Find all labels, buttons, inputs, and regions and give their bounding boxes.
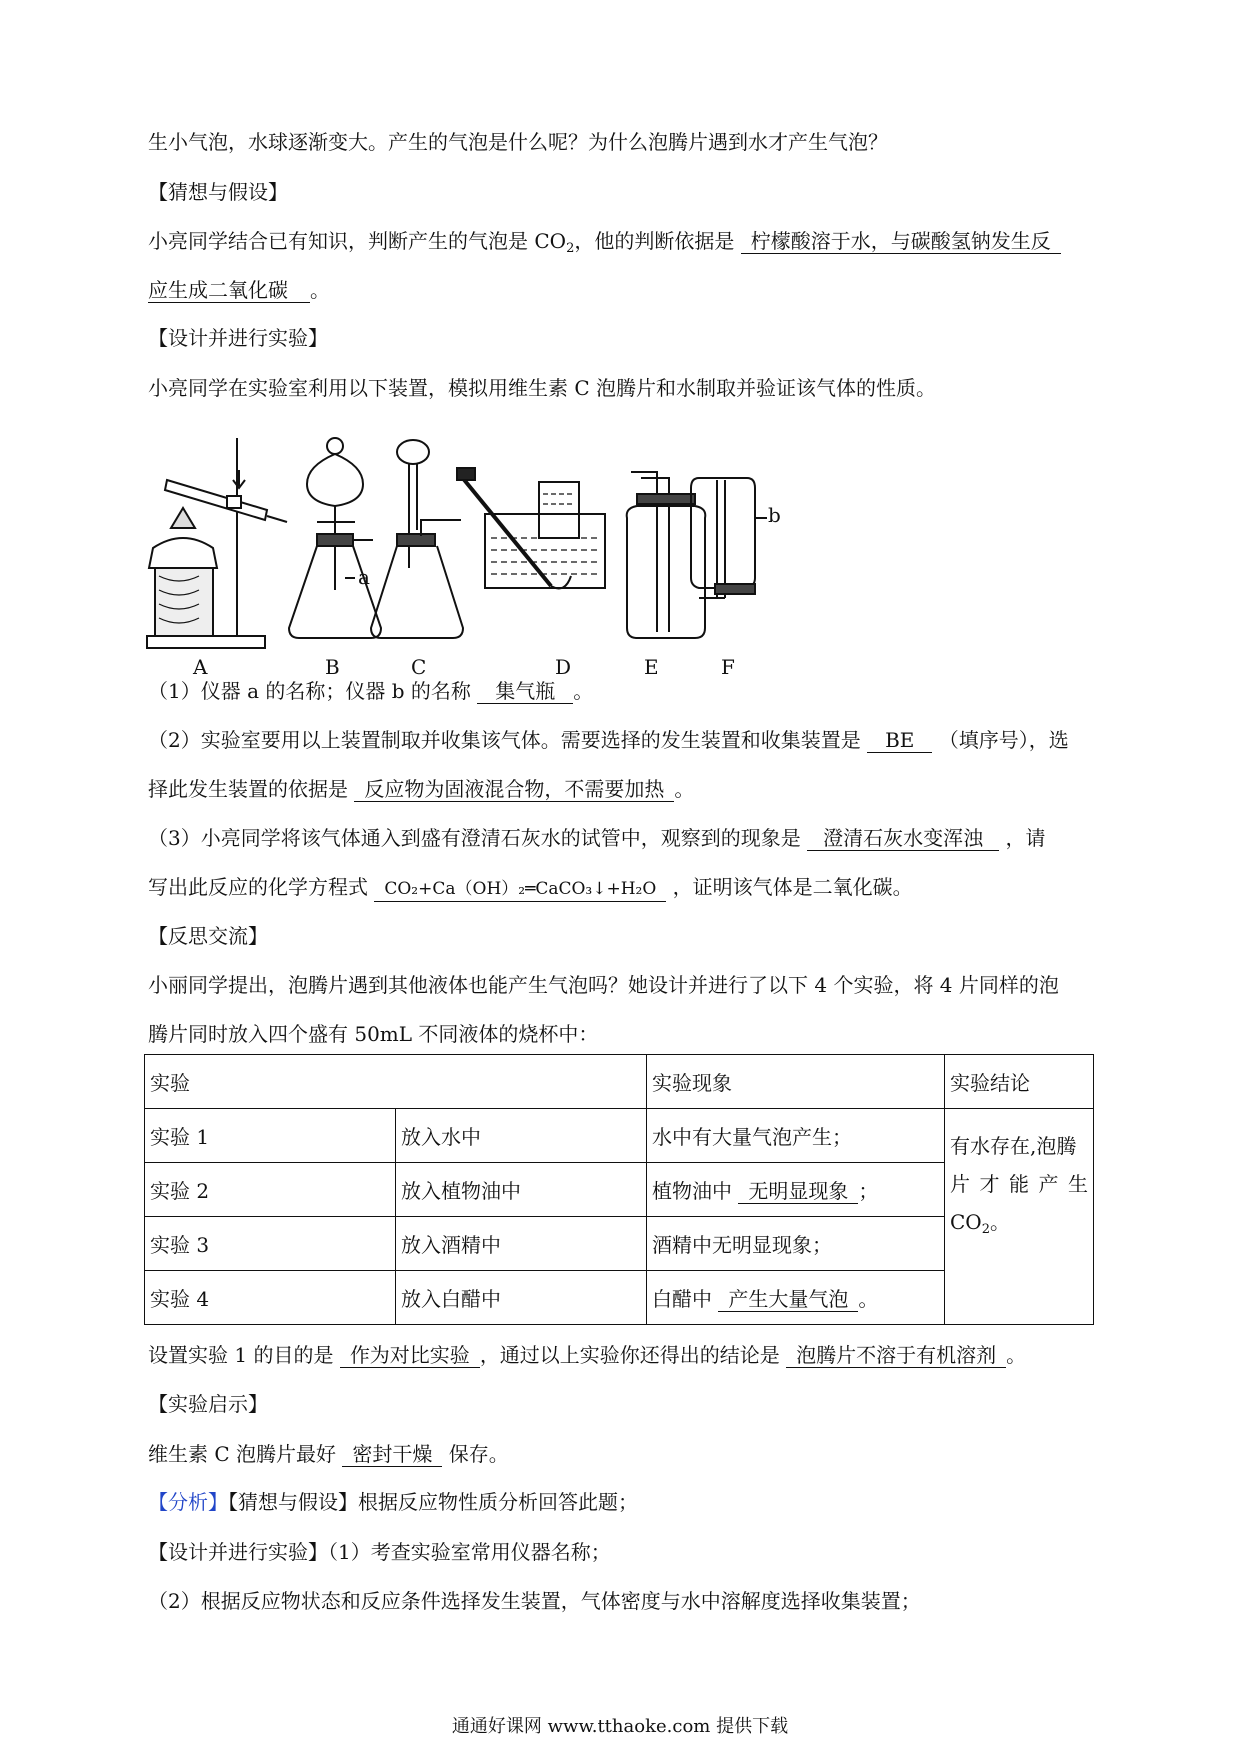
label-b: b [768,503,781,527]
question-1: （1）仪器 a 的名称；仪器 b 的名称 集气瓶 。 [148,679,594,703]
analysis-tag: 【分析】 [148,1490,228,1514]
table-row: 实验 3 放入酒精中 酒精中无明显现象； [145,1217,1094,1271]
header-experiment: 实验 [145,1055,647,1109]
table-row: 实验 1 放入水中 水中有大量气泡产生； 有水存在,泡腾 片 才 能 产 生 $CO_2$。 [145,1109,1094,1163]
label-D: D [555,655,572,679]
answer-purpose: 作为对比实验 [340,1343,480,1368]
answer-q2-basis: 反应物为固液混合物，不需要加热 [354,777,674,802]
table-row: 实验 2 放入植物油中 植物油中 无明显现象 ； [145,1163,1094,1217]
paragraph-hypothesis-cont: 应生成二氧化碳 。 [148,278,330,302]
heading-reflection: 【反思交流】 [148,924,268,948]
answer-q3: 澄清石灰水变浑浊 [807,826,999,851]
question-2-cont: 择此发生装置的依据是 反应物为固液混合物，不需要加热 。 [148,777,695,801]
paragraph-purpose: 设置实验 1 的目的是 作为对比实验 ，通过以上实验你还得出的结论是 泡腾片不溶于有机溶剂 。 [148,1343,1027,1367]
paragraph-reflection-1: 小丽同学提出，泡腾片遇到其他液体也能产生气泡吗？她设计并进行了以下 4 个实验，将 4 片同样的泡 [148,973,1059,997]
question-3-cont: 写出此反应的化学方程式 CO₂+Ca（OH）₂═CaCO₃↓+H₂O ，证明该气体是二氧化碳。 [148,873,913,902]
apparatus-figure [145,418,885,680]
answer-q1: 集气瓶 [477,679,573,704]
answer-basis-cont: 应生成二氧化碳 [148,278,310,303]
label-B: B [325,655,340,679]
apparatus-c [371,440,463,638]
question-3: （3）小亮同学将该气体通入到盛有澄清石灰水的试管中，观察到的现象是 澄清石灰水变浑浊 ，请 [148,826,1046,850]
header-phenomenon: 实验现象 [647,1055,945,1109]
apparatus-e [627,472,706,638]
footer: 通通好课网 www.tthaoke.com 提供下载 [451,1716,789,1737]
label-a: a [358,565,370,589]
heading-hypothesis: 【猜想与假设】 [148,180,288,204]
answer-conclusion: 泡腾片不溶于有机溶剂 [786,1343,1006,1368]
heading-enlightenment: 【实验启示】 [148,1392,268,1416]
apparatus-f [691,478,767,598]
conclusion-cell: 有水存在,泡腾 片 才 能 产 生 $CO_2$。 [945,1109,1094,1325]
label-F: F [721,655,735,679]
table-row: 实验 4 放入白醋中 白醋中 产生大量气泡 。 [145,1271,1094,1325]
apparatus-b [289,438,381,638]
answer-vinegar: 产生大量气泡 [718,1287,858,1312]
header-conclusion: 实验结论 [945,1055,1094,1109]
analysis-line-1: 【分析】【猜想与假设】根据反应物性质分析回答此题； [148,1490,638,1514]
table-header-row [145,1055,1094,1109]
experiment-table [144,1054,1094,1325]
apparatus-d [457,468,605,588]
answer-storage: 密封干燥 [342,1442,442,1467]
answer-basis: 柠檬酸溶于水，与碳酸氢钠发生反 [741,229,1061,254]
label-E: E [644,655,659,679]
answer-oil: 无明显现象 [738,1179,858,1204]
paragraph-design: 小亮同学在实验室利用以下装置，模拟用维生素 C 泡腾片和水制取并验证该气体的性质。 [148,376,937,400]
answer-equation: CO₂+Ca（OH）₂═CaCO₃↓+H₂O [374,877,666,902]
paragraph-hypothesis: 小亮同学结合已有知识，判断产生的气泡是 $CO_2$，他的判断依据是 柠檬酸溶于水，与碳酸氢钠发生反 [148,227,1061,263]
paragraph-reflection-2: 腾片同时放入四个盛有 50mL 不同液体的烧杯中： [148,1022,599,1046]
answer-q2: BE [867,728,932,753]
heading-design: 【设计并进行实验】 [148,326,328,350]
analysis-line-3: （2）根据反应物状态和反应条件选择发生装置，气体密度与水中溶解度选择收集装置； [148,1589,921,1613]
label-C: C [411,655,427,679]
paragraph-bubbles: 生小气泡，水球逐渐变大。产生的气泡是什么呢？为什么泡腾片遇到水才产生气泡？ [148,130,888,154]
analysis-line-2: 【设计并进行实验】（1）考查实验室常用仪器名称； [148,1540,611,1564]
question-2: （2）实验室要用以上装置制取并收集该气体。需要选择的发生装置和收集装置是 BE （填序号），选 [148,728,1069,752]
apparatus-a [147,438,287,648]
paragraph-enlightenment: 维生素 C 泡腾片最好 密封干燥 保存。 [148,1442,509,1466]
label-A: A [193,655,208,679]
